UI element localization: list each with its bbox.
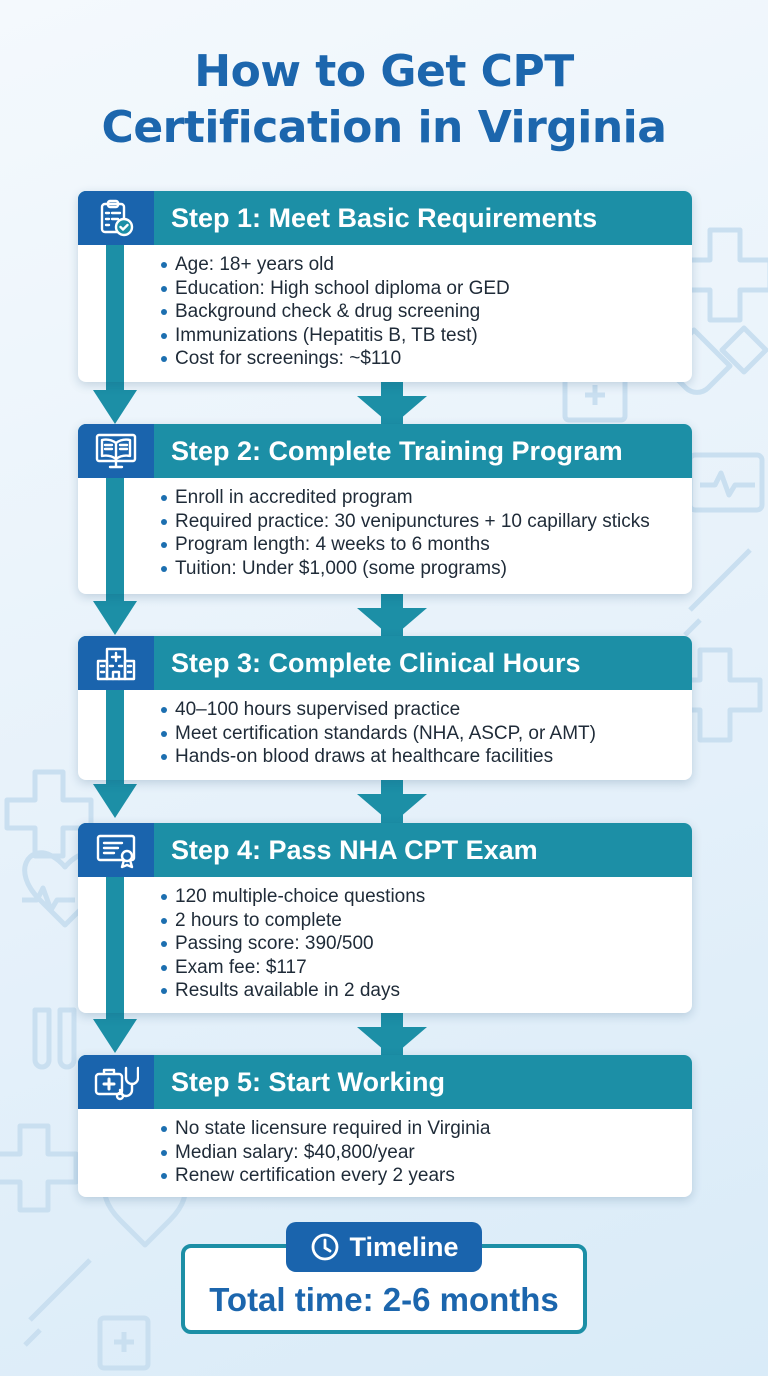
step-card-2 bbox=[78, 424, 692, 594]
list-item: Program length: 4 weeks to 6 months bbox=[160, 533, 650, 557]
list-item: Cost for screenings: ~$110 bbox=[160, 347, 510, 371]
clock-icon bbox=[309, 1231, 341, 1263]
step-title: Step 4: Pass NHA CPT Exam bbox=[171, 835, 538, 865]
step-header bbox=[78, 823, 692, 877]
list-item: Age: 18+ years old bbox=[160, 253, 510, 277]
list-item: Education: High school diploma or GED bbox=[160, 277, 510, 301]
medical-bag-stethoscope-icon bbox=[78, 1055, 154, 1109]
page-title bbox=[0, 44, 768, 156]
list-item: No state licensure required in Virginia bbox=[160, 1117, 490, 1141]
timeline-badge bbox=[286, 1222, 482, 1272]
test-tube-icon bbox=[722, 328, 766, 372]
step-card-4 bbox=[78, 823, 692, 1013]
list-item: 2 hours to complete bbox=[160, 909, 425, 933]
step-header bbox=[78, 424, 692, 478]
step-bullet-list bbox=[160, 486, 650, 580]
left-rail-arrow bbox=[93, 1019, 137, 1053]
step-title: Step 1: Meet Basic Requirements bbox=[171, 203, 598, 233]
step-connector-arrow bbox=[370, 1013, 414, 1057]
list-item: Results available in 2 days bbox=[160, 979, 425, 1003]
left-rail-segment bbox=[106, 690, 124, 780]
step-bullet-list bbox=[160, 885, 425, 1003]
step-bullet-list bbox=[160, 698, 596, 769]
list-item: Median salary: $40,800/year bbox=[160, 1141, 490, 1165]
test-tube-icon bbox=[35, 1010, 74, 1067]
step-card-3 bbox=[78, 636, 692, 780]
hospital-icon bbox=[78, 636, 154, 690]
page-title-line-2: Certification in Virginia bbox=[101, 102, 667, 153]
left-rail-arrow bbox=[93, 784, 137, 818]
step-card-1 bbox=[78, 191, 692, 382]
certificate-icon bbox=[78, 823, 154, 877]
step-connector-arrow bbox=[370, 780, 414, 824]
list-item: Hands-on blood draws at healthcare facilities bbox=[160, 745, 596, 769]
step-card-5 bbox=[78, 1055, 692, 1197]
left-rail-segment bbox=[106, 877, 124, 1013]
step-header bbox=[78, 191, 692, 245]
left-rail-arrow bbox=[93, 601, 137, 635]
left-rail-segment bbox=[106, 245, 124, 382]
page-title-line-1: How to Get CPT bbox=[194, 46, 574, 97]
list-item: 40–100 hours supervised practice bbox=[160, 698, 596, 722]
syringe-icon bbox=[685, 550, 750, 635]
medical-cross-icon bbox=[0, 1126, 76, 1210]
list-item: Exam fee: $117 bbox=[160, 956, 425, 980]
timeline-label: Timeline bbox=[349, 1231, 459, 1262]
step-bullet-list bbox=[160, 1117, 490, 1188]
left-rail-segment bbox=[106, 478, 124, 594]
list-item: Background check & drug screening bbox=[160, 300, 510, 324]
list-item: Required practice: 30 venipunctures + 10 capillary sticks bbox=[160, 510, 650, 534]
step-bullet-list bbox=[160, 253, 510, 371]
clipboard-icon bbox=[100, 1318, 148, 1368]
step-connector-arrow bbox=[370, 594, 414, 638]
monitor-icon bbox=[690, 455, 762, 510]
list-item: Immunizations (Hepatitis B, TB test) bbox=[160, 324, 510, 348]
timeline-total: Total time: 2-6 months bbox=[209, 1281, 559, 1318]
list-item: 120 multiple-choice questions bbox=[160, 885, 425, 909]
step-connector-arrow bbox=[370, 382, 414, 426]
medical-cross-icon bbox=[680, 230, 768, 320]
book-monitor-icon bbox=[78, 424, 154, 478]
list-item: Renew certification every 2 years bbox=[160, 1164, 490, 1188]
list-item: Passing score: 390/500 bbox=[160, 932, 425, 956]
step-title: Step 5: Start Working bbox=[171, 1067, 446, 1097]
list-item: Meet certification standards (NHA, ASCP, or AMT) bbox=[160, 722, 596, 746]
step-title: Step 3: Complete Clinical Hours bbox=[171, 648, 581, 678]
step-header bbox=[78, 1055, 692, 1109]
list-item: Enroll in accredited program bbox=[160, 486, 650, 510]
step-header bbox=[78, 636, 692, 690]
clipboard-check-icon bbox=[78, 191, 154, 245]
list-item: Tuition: Under $1,000 (some programs) bbox=[160, 557, 650, 581]
step-title: Step 2: Complete Training Program bbox=[171, 436, 623, 466]
left-rail-arrow bbox=[93, 390, 137, 424]
